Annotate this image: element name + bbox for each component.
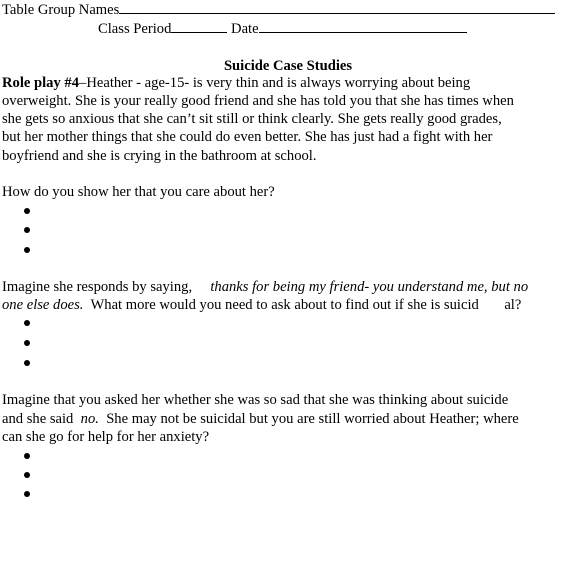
scenario-line-3: she gets so anxious that she can’t sit still or think clearly. She gets really good grades, [2, 111, 502, 127]
scenario-text-1: –Heather - age-15- is very thin and is always worrying about being [79, 75, 471, 91]
bullet-point [24, 472, 30, 478]
role-play-label: Role play #4 [2, 75, 80, 91]
date-label: Date [231, 21, 259, 37]
class-period-blank[interactable] [171, 19, 227, 33]
group-names-label: Table Group Names [2, 2, 120, 18]
group-names-line [2, 0, 555, 19]
question-3-text: She may not be suicidal but you are still worried about Heather; where [98, 411, 519, 427]
answer-text: no. [80, 411, 99, 427]
question-1: How do you show her that you care about her? [2, 184, 275, 200]
bullet-point [24, 453, 30, 459]
question-2-text: Imagine she responds by saying, [2, 279, 211, 295]
question-2-line-2 [2, 296, 521, 314]
bullet-point [24, 227, 30, 233]
group-names-blank[interactable] [119, 0, 555, 14]
scenario-line-5: boyfriend and she is crying in the bathroom at school. [2, 148, 317, 164]
scenario-line-1 [2, 74, 470, 92]
question-2-text: What more would you need to ask about to find out if she is suicid al? [83, 297, 522, 313]
period-date-line [98, 19, 467, 38]
bullet-point [24, 247, 30, 253]
question-3-text: and she said [2, 411, 81, 427]
date-blank[interactable] [259, 19, 467, 33]
scenario-line-2: overweight. She is your really good friend and she has told you that she has times when [2, 93, 514, 109]
bullet-point [24, 320, 30, 326]
question-3-line-2 [2, 410, 519, 428]
class-period-label: Class Period [98, 21, 172, 37]
bullet-point [24, 491, 30, 497]
question-3-line-1: Imagine that you asked her whether she was so sad that she was thinking about suicide [2, 392, 509, 408]
quote-text: one else does. [2, 297, 84, 313]
question-2-line-1 [2, 278, 528, 296]
bullet-point [24, 208, 30, 214]
page-title: Suicide Case Studies [223, 58, 353, 74]
bullet-point [24, 340, 30, 346]
question-3-line-3: can she go for help for her anxiety? [2, 429, 210, 445]
bullet-point [24, 360, 30, 366]
scenario-line-4: but her mother things that she could do even better. She has just had a fight with her [2, 129, 493, 145]
quote-text: thanks for being my friend- you understand me, but no [210, 279, 529, 295]
